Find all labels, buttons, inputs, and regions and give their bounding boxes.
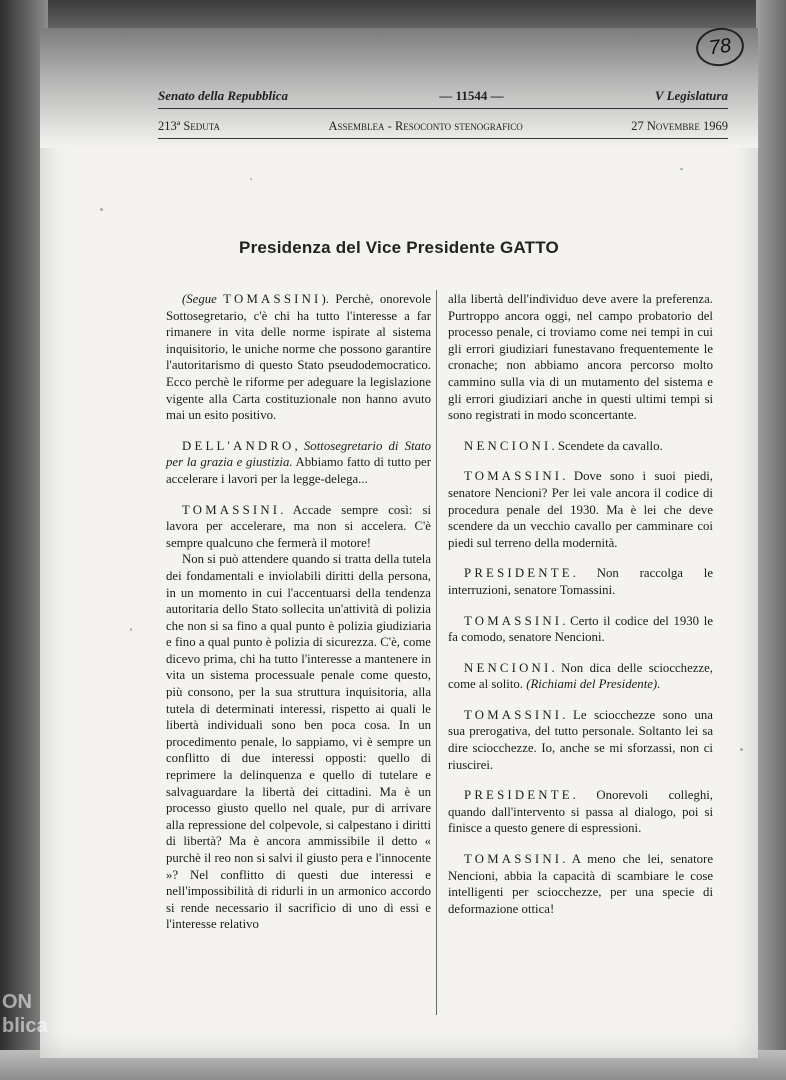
column-divider <box>436 290 437 1015</box>
speech-text: . Onorevoli colleghi, quando dall'intervento si passa al dialogo, poi si finisce a questo genere di espressioni. <box>448 788 713 836</box>
watermark-line: blica <box>2 1015 48 1037</box>
session-rule <box>158 138 728 139</box>
speech-text: . Scendete da cavallo. <box>551 438 663 453</box>
speech-text: Non si può attendere quando si tratta della tutela dei fondamentali e inviolabili diritti della persona, in un momento in cui l'accentuarsi della tendenza autoritaria dello Stato sollecita un'attività di polizia che non si sa fino a qual punto è polizia giudiziaria e fino a qual punto è polizia di sicurezza. C'è, come dicevo prima, chi ha tutto l'interesse a mantenere in vita un sistema processuale penale come questo, più consono, per la sua struttura inquisitoria, alla tutela di determinati interessi, rispetto ai quali le libertà individuali sono ben poca cosa. In un procedimento penale, lo sappiamo, vi è sempre un conflitto di due interessi opposti: quello di reprimere la delinquenza e quello di tutelare e salvaguardare la libertà dei cittadini. Ma è un processo giusto quello nel quale, pur di arrivare alla repressione del colpevole, si calpestano i diritti di libertà? Ma è ancora ammissibile il detto « purchè il reo non si salvi il giusto pera e l'innocente »? Nel conflitto di questi due interessi e nell'impossibilità di ridurli in un armonico accordo si rende necessario il sacrificio di uno di essi e l'interesse relativo <box>166 552 431 932</box>
handwritten-page-mark: 78 <box>694 25 747 69</box>
scan-speck <box>680 168 683 170</box>
speaker-name: PRESIDENTE <box>464 788 573 803</box>
speaker-name: PRESIDENTE <box>464 566 573 581</box>
speaker-name: TOMASSINI <box>464 469 563 484</box>
segue-prefix: (Segue <box>182 292 224 306</box>
speech-text: ). Perchè, onorevole Sottosegretario, c'è chi ha tutto l'interesse a far rimanere in vita delle norme ispirate al sistema inquisitorio, le uniche norme che possono garantire l'autoritarismo di questo Stato pseudodemocratico. Ecco perchè le riforme per adeguare la legislazione vigente alla Carta costituzionale non hanno avuto mai un esito positivo. <box>166 292 431 423</box>
running-head-right: V Legislatura <box>654 88 728 103</box>
speaker-name: TOMASSINI <box>464 613 563 628</box>
speech-text: . Le sciocchezze sono una sua prerogativa, del tutto personale. Soltanto lei sa dire sciocchezze. Io, anche se mi sforzassi, non ci riuscirei. <box>448 707 713 772</box>
speech-text: . Accade sempre così: si lavora per accelerare, ma non si accelera. C'è sempre qualcuno che fermerà il motore! <box>166 502 431 550</box>
running-head-left: Senato della Repubblica <box>158 88 288 103</box>
speech-text: . Non raccolga le interruzioni, senatore Tomassini. <box>448 566 713 597</box>
paragraph <box>448 291 713 424</box>
speaker-name: TOMASSINI <box>464 852 563 867</box>
left-column <box>166 291 431 947</box>
speaker-name: NENCIONI <box>464 438 552 453</box>
scan-speck <box>740 748 743 751</box>
paragraph: DELL'ANDRO, Sottosegretario di Stato per la grazia e giustizia. Abbiamo fatto di tutto per accelerare i lavori per la legge-delega... <box>166 438 431 486</box>
document-page <box>40 28 758 1058</box>
speech-text: . Non dica delle sciocchezze, come al solito. <box>448 660 713 692</box>
speech-text: . Certo il codice del 1930 le fa comodo, senatore Nencioni. <box>448 613 713 645</box>
chapter-title: Presidenza del Vice Presidente GATTO <box>239 238 559 257</box>
right-column <box>448 291 713 931</box>
watermark-line: ON <box>2 991 32 1013</box>
speaker-name: TOMASSINI <box>464 707 563 722</box>
scan-speck <box>250 178 252 180</box>
speaker-role: Sottosegretario di Stato per la grazia e giustizia. <box>166 438 431 470</box>
paragraph <box>448 851 713 917</box>
speech-text: . Dove sono i suoi piedi, senatore Nencioni? Per lei vale ancora il codice di procedura penale del 1930. Ma è lei che deve scendere da un vecchio cavallo per camminare coi piedi sul terreno della modernità. <box>448 469 713 550</box>
paragraph <box>166 551 431 933</box>
paragraph <box>448 613 713 646</box>
library-watermark <box>0 990 62 1060</box>
paragraph <box>448 707 713 773</box>
stage-note: (Richiami del Presidente). <box>526 677 661 692</box>
speech-text: Abbiamo fatto di tutto per accelerare i lavori per la legge-delega... <box>166 455 431 486</box>
running-head-page-number: — 11544 — <box>439 88 504 103</box>
paragraph <box>448 438 713 455</box>
paragraph <box>448 660 713 693</box>
session-number: 213ª Seduta <box>158 119 221 133</box>
scan-speck <box>100 208 103 211</box>
paragraph <box>448 565 713 598</box>
scan-speck <box>130 628 132 631</box>
speech-text: alla libertà dell'individuo deve avere la preferenza. Purtroppo ancora oggi, nel campo probatorio del processo penale, ci troviamo come nei tempi in cui gli errori giudiziari funestavano frequentemente le cronache; non abbiamo ancora percorso molto cammino sulla via di un mutamento del sistema e gli errori giudiziari anche in questi ultimi tempi si sono registrati in modo sconcertante. <box>448 292 713 423</box>
speaker-name: DELL'ANDRO <box>182 438 295 453</box>
speaker-name: NENCIONI <box>464 660 552 675</box>
paragraph <box>448 787 713 837</box>
paragraph <box>166 502 431 552</box>
session-type: Assemblea - Resoconto stenografico <box>328 119 523 133</box>
session-date: 27 Novembre 1969 <box>631 119 728 133</box>
running-head <box>158 88 728 104</box>
paragraph <box>448 468 713 551</box>
running-head-rule <box>158 108 728 109</box>
session-line <box>158 119 728 134</box>
scan-frame-right <box>756 0 786 1080</box>
speaker-name: TOMASSINI <box>182 502 281 517</box>
speaker-name: TOMASSINI <box>223 292 322 306</box>
paragraph <box>166 291 431 424</box>
speech-text: . A meno che lei, senatore Nencioni, abbia la capacità di scambiare le cose intelligenti per sciocchezze, per una specie di deformazione ottica! <box>448 852 713 916</box>
